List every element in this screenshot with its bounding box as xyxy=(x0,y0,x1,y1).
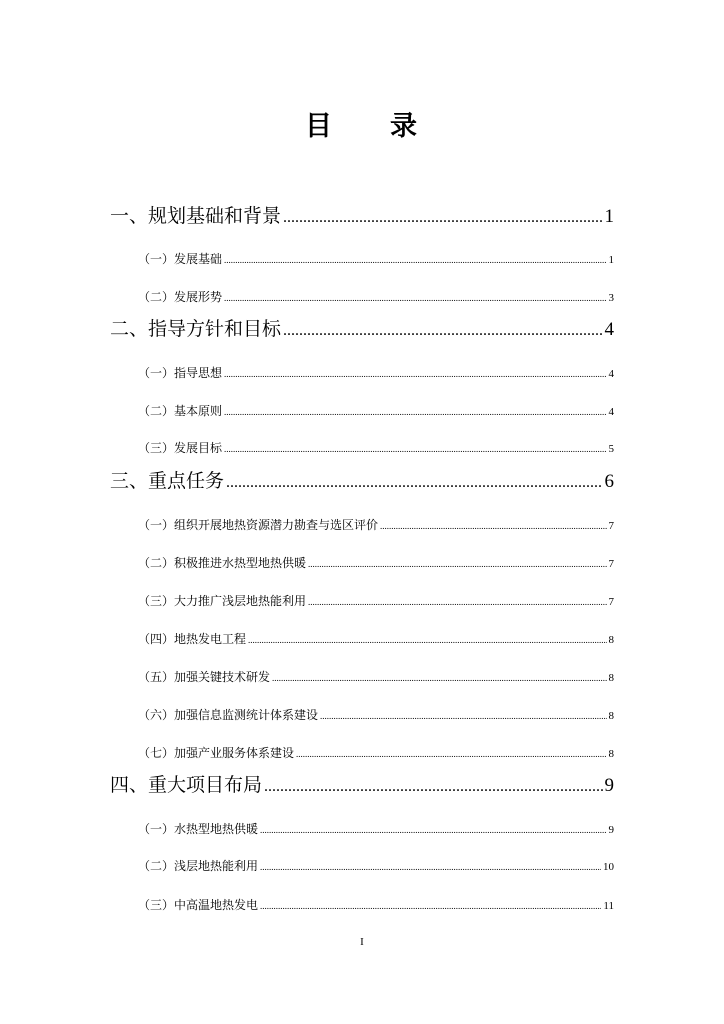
toc-entry-section[interactable] xyxy=(138,364,614,382)
toc-entry-label: （一）指导思想 xyxy=(138,366,223,380)
toc-entry-label: （四）地热发电工程 xyxy=(138,632,247,646)
toc-entry-chapter-1[interactable] xyxy=(110,203,614,229)
toc-entry-chapter-2[interactable] xyxy=(110,316,614,342)
toc-entry-section[interactable] xyxy=(138,250,614,268)
toc-title-part2: 录 xyxy=(390,111,419,142)
toc-entry-page: 9 xyxy=(608,824,614,836)
dot-leader xyxy=(260,821,606,839)
toc-entry-page: 4 xyxy=(608,406,614,418)
toc-entry-section[interactable] xyxy=(138,554,614,572)
toc-entry-label: （一）水热型地热供暖 xyxy=(138,822,259,836)
toc-entry-page: 11 xyxy=(603,900,614,912)
toc-entry-label: （二）基本原则 xyxy=(138,404,223,418)
dot-leader xyxy=(296,745,606,763)
toc-entry-page: 10 xyxy=(603,861,614,873)
toc-entry-label: 二、指导方针和目标 xyxy=(110,318,282,340)
toc-entry-page: 3 xyxy=(608,292,614,304)
dot-leader xyxy=(224,365,606,383)
toc-entry-section[interactable] xyxy=(138,706,614,724)
toc-entry-page: 8 xyxy=(608,634,614,646)
toc-entry-label: （五）加强关键技术研发 xyxy=(138,670,271,684)
dot-leader xyxy=(224,440,606,458)
toc-entry-section[interactable] xyxy=(138,439,614,457)
dot-leader xyxy=(320,707,606,725)
toc-entry-chapter-4[interactable] xyxy=(110,772,614,798)
toc-entry-label: （二）发展形势 xyxy=(138,290,223,304)
dot-leader xyxy=(283,318,602,344)
toc-entry-page: 8 xyxy=(608,672,614,684)
toc-entry-label: 四、重大项目布局 xyxy=(110,774,263,796)
toc-entry-label: （一）组织开展地热资源潜力勘查与选区评价 xyxy=(138,518,379,532)
dot-leader xyxy=(226,470,602,496)
toc-entry-label: （一）发展基础 xyxy=(138,252,223,266)
toc-entry-section[interactable] xyxy=(138,668,614,686)
toc-entry-section[interactable] xyxy=(138,857,614,875)
toc-entry-label: 一、规划基础和背景 xyxy=(110,205,282,227)
dot-leader xyxy=(260,897,601,915)
toc-entry-label: （二）积极推进水热型地热供暖 xyxy=(138,556,307,570)
page-footer-number: I xyxy=(360,936,364,948)
toc-entry-section[interactable] xyxy=(138,744,614,762)
toc-entry-section[interactable] xyxy=(138,516,614,534)
dot-leader xyxy=(264,774,602,800)
toc-entry-label: （三）大力推广浅层地热能利用 xyxy=(138,594,307,608)
toc-entry-page: 6 xyxy=(604,471,614,492)
toc-entry-section[interactable] xyxy=(138,592,614,610)
toc-entry-label: （三）发展目标 xyxy=(138,441,223,455)
dot-leader xyxy=(308,593,606,611)
toc-entry-section[interactable] xyxy=(138,820,614,838)
toc-entry-section[interactable] xyxy=(138,630,614,648)
toc-entry-page: 8 xyxy=(608,748,614,760)
dot-leader xyxy=(272,669,606,687)
toc-entry-chapter-3[interactable] xyxy=(110,468,614,494)
toc-entry-page: 4 xyxy=(608,368,614,380)
toc-entry-page: 7 xyxy=(608,596,614,608)
toc-title-part1: 目 xyxy=(305,111,334,142)
toc-entry-label: （七）加强产业服务体系建设 xyxy=(138,746,295,760)
toc-entry-page: 9 xyxy=(604,775,614,796)
dot-leader xyxy=(380,517,606,535)
toc-entry-page: 8 xyxy=(608,710,614,722)
toc-entry-page: 1 xyxy=(604,206,614,227)
dot-leader xyxy=(224,251,606,269)
toc-entry-section[interactable] xyxy=(138,896,614,914)
toc-entry-label: （六）加强信息监测统计体系建设 xyxy=(138,708,319,722)
dot-leader xyxy=(283,205,602,231)
toc-entry-page: 7 xyxy=(608,520,614,532)
dot-leader xyxy=(248,631,606,649)
toc-entry-label: （二）浅层地热能利用 xyxy=(138,859,259,873)
toc-entry-page: 1 xyxy=(608,254,614,266)
dot-leader xyxy=(224,403,606,421)
dot-leader xyxy=(308,555,606,573)
toc-title xyxy=(0,104,724,143)
dot-leader xyxy=(224,289,606,307)
toc-entry-label: （三）中高温地热发电 xyxy=(138,898,259,912)
dot-leader xyxy=(260,858,601,876)
toc-entry-section[interactable] xyxy=(138,288,614,306)
toc-entry-label: 三、重点任务 xyxy=(110,470,225,492)
toc-entry-page: 5 xyxy=(608,443,614,455)
toc-entry-section[interactable] xyxy=(138,402,614,420)
toc-entry-page: 4 xyxy=(604,319,614,340)
toc-entry-page: 7 xyxy=(608,558,614,570)
